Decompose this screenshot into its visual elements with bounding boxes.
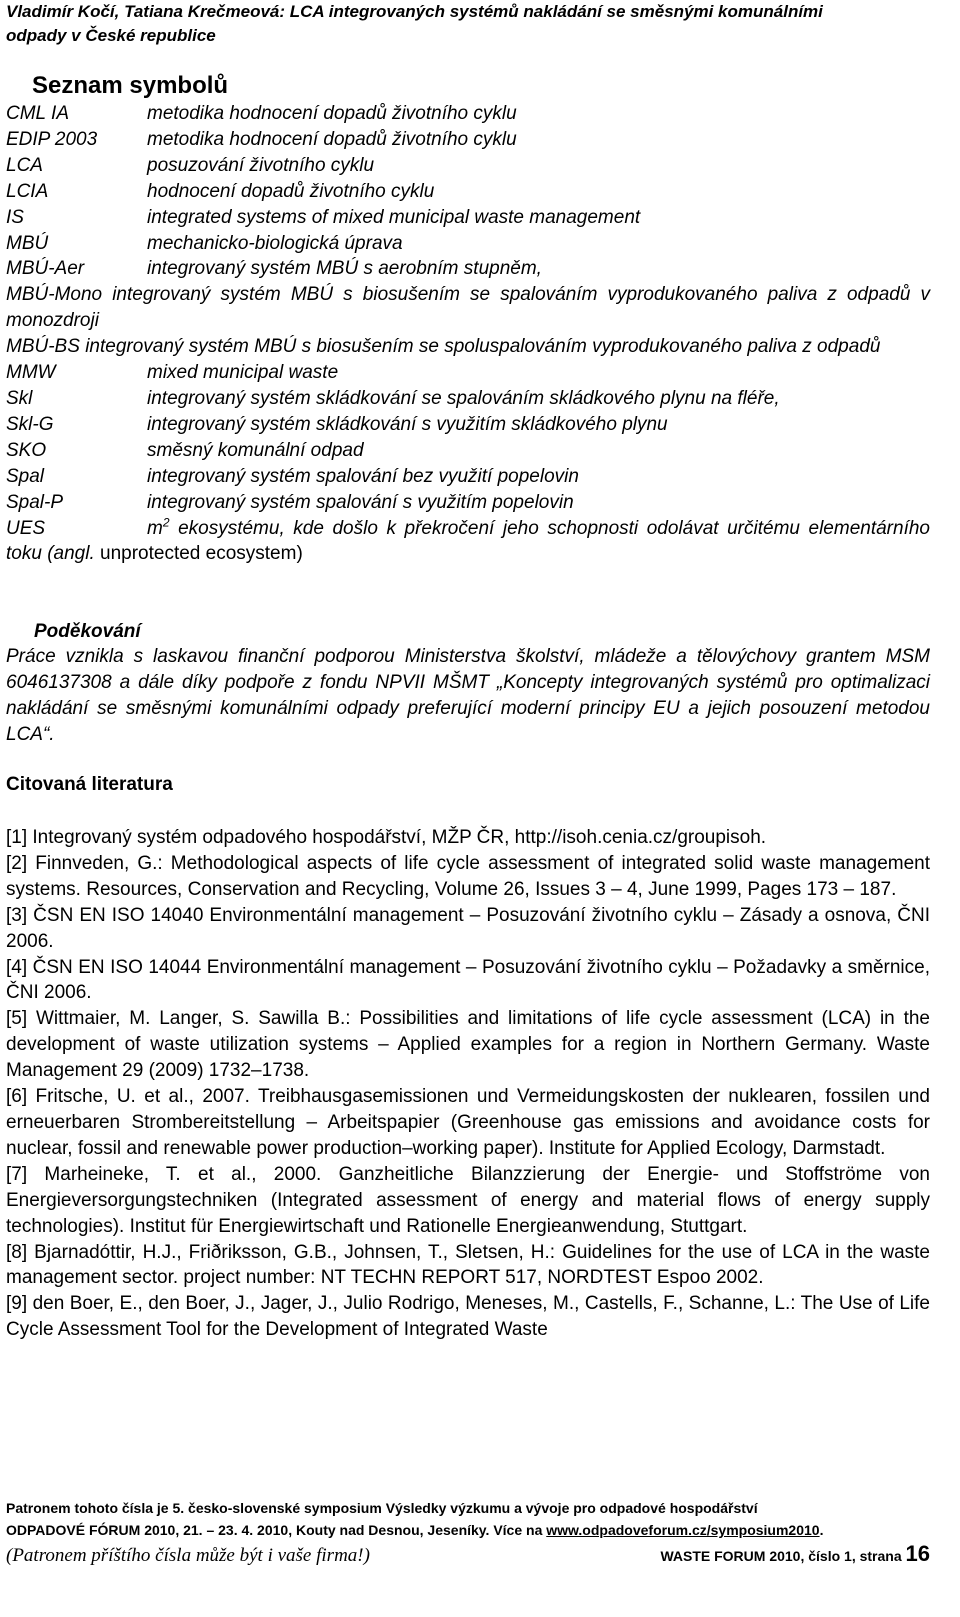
symbol-def: metodika hodnocení dopadů životního cyklu	[147, 103, 517, 124]
symbol-def: směsný komunální odpad	[147, 439, 364, 461]
symbol-abbr: Spal-P	[6, 491, 64, 513]
symbol-def: integrovaný systém spalování bez využití popelovin	[147, 465, 579, 487]
literature-heading: Citovaná literatura	[6, 774, 173, 795]
symbol-row	[6, 464, 930, 490]
symbols-heading: Seznam symbolů	[32, 72, 229, 99]
ues-unit-exponent: 2	[162, 515, 170, 530]
symbol-row	[6, 386, 930, 412]
header-line-1: Vladimír Kočí, Tatiana Krečmeová: LCA integrovaných systémů nakládání se směsnými komunálními	[6, 2, 823, 21]
symbol-abbr: SKO	[6, 439, 47, 461]
symbol-def: integrovaný systém MBÚ s aerobním stupněm,	[147, 258, 542, 280]
symposium-link[interactable]: www.odpadoveforum.cz/symposium2010	[546, 1522, 820, 1538]
reference-item: [7] Marheineke, T. et al., 2000. Ganzheitliche Bilanzzierung der Energie- und Stoffströme von Energieversorgungstechniken (Integrated assessment of energy and material flows of energy supply technologies). Institut für Energiewirtschaft und Rationelle Energieanwendung, Stuttgart.	[6, 1163, 930, 1237]
symbol-def: metodika hodnocení dopadů životního cyklu	[147, 128, 517, 150]
symbol-abbr: UES	[6, 517, 46, 539]
symbol-def: integrovaný systém skládkování se spalováním skládkového plynu na fléře,	[147, 387, 780, 409]
symbol-row	[6, 490, 930, 516]
acknowledgement-heading: Poděkování	[34, 621, 141, 642]
symbol-def: hodnocení dopadů životního cyklu	[147, 180, 435, 202]
symbol-def: integrovaný systém skládkování s využitím skládkového plynu	[147, 413, 668, 435]
symbol-row	[6, 360, 930, 386]
symbols-list	[6, 101, 930, 567]
symbol-def: integrated systems of mixed municipal waste management	[147, 206, 641, 228]
symbol-def: integrovaný systém MBÚ s biosušením se spoluspalováním vyprodukovaného paliva z odpadů	[85, 336, 881, 358]
symbol-abbr: EDIP 2003	[6, 128, 98, 150]
symbol-row	[6, 438, 930, 464]
symbol-abbr: Spal	[6, 465, 45, 487]
page-footer	[6, 1497, 930, 1541]
reference-item: [2] Finnveden, G.: Methodological aspects of life cycle assessment of integrated solid waste management systems. Resources, Conservation and Recycling, Volume 26, Issues 3 – 4, June 1999, Pages 173 – 187.	[6, 852, 930, 900]
reference-item: [6] Fritsche, U. et al., 2007. Treibhausgasemissionen und Vermeidungskosten der nuklearen, fossilen und erneuerbaren Strombereitstellung – Arbeitspapier (Greenhouse gas emissions and avoidance costs for nuclear, fossil and renewable power production–working paper). Institute for Applied Ecology, Darmstadt.	[6, 1086, 930, 1159]
symbol-def: posuzování životního cyklu	[147, 154, 375, 176]
running-header	[6, 0, 956, 48]
acknowledgement-text: Práce vznikla s laskavou finanční podporou Ministerstva školství, mládeže a tělovýchovy grantem MSM 6046137308 a dále díky podpoře z fondu NPVII MŠMT „Koncepty integrovaných systémů pro optimalizaci nakládání se směsnými komunálními odpady preferující moderní principy EU a jejich posouzení metodou LCA“.	[6, 646, 930, 745]
header-line-2: odpady v České republice	[6, 26, 216, 45]
footer-symposium-end: .	[819, 1522, 824, 1538]
footer-symposium-line	[6, 1519, 930, 1541]
reference-item: [9] den Boer, E., den Boer, J., Jager, J., Julio Rodrigo, Meneses, M., Castells, F., Schanne, L.: The Use of Life Cycle Assessment Tool for the Development of Integrated Waste	[6, 1293, 930, 1341]
journal-info	[660, 1541, 930, 1567]
symbol-row	[6, 282, 930, 334]
symbol-row	[6, 412, 930, 438]
symbol-abbr: IS	[6, 206, 24, 228]
symbol-abbr: LCA	[6, 154, 43, 176]
symbol-row	[6, 205, 930, 231]
footer-bottom-line	[6, 1541, 930, 1567]
symbol-def: integrovaný systém spalování s využitím popelovin	[147, 491, 574, 513]
footer-patron-line: Patronem tohoto čísla je 5. česko-slovenské symposium Výsledky výzkumu a vývoje pro odpadové hospodářství	[6, 1500, 758, 1516]
symbol-def: mixed municipal waste	[147, 362, 339, 384]
symbol-abbr: MBÚ-Aer	[6, 258, 85, 280]
reference-item: [8] Bjarnadóttir, H.J., Friðriksson, G.B., Johnsen, T., Sletsen, H.: Guidelines for the use of LCA in the waste management sector. project number: NT TECHN REPORT 517, NORDTEST Espoo 2002.	[6, 1241, 930, 1289]
journal-issue: WASTE FORUM 2010, číslo 1, strana	[660, 1548, 906, 1564]
symbol-row	[6, 127, 930, 153]
symbol-abbr: MBÚ-BS	[6, 336, 80, 358]
reference-item: [5] Wittmaier, M. Langer, S. Sawilla B.: Possibilities and limitations of life cycle assessment (LCA) in the development of waste utilization systems – Applied examples for a region in Northern Germany. Waste Management 29 (2009) 1732–1738.	[6, 1008, 930, 1082]
page-number: 16	[905, 1541, 930, 1566]
symbol-abbr: Skl	[6, 387, 33, 409]
symbol-abbr: LCIA	[6, 180, 49, 202]
reference-item: [4] ČSN EN ISO 14044 Environmentální management – Posuzování životního cyklu – Požadavky a směrnice, ČNI 2006.	[6, 956, 930, 1004]
symbol-abbr: MBÚ	[6, 232, 49, 254]
symbol-row	[6, 334, 930, 360]
symbol-def-english: unprotected ecosystem)	[94, 543, 303, 565]
symbol-def: ekosystému, kde došlo k překročení jeho schopnosti odolávat určitému elementárního toku (angl.	[6, 517, 930, 565]
patron-note: (Patronem příštího čísla může být i vaše firma!)	[6, 1545, 370, 1566]
symbol-row	[6, 153, 930, 179]
symbol-row	[6, 179, 930, 205]
symbol-row	[6, 231, 930, 257]
reference-list	[6, 825, 930, 1343]
symbol-abbr: Skl-G	[6, 413, 54, 435]
symbol-def: mechanicko-biologická úprava	[147, 232, 403, 254]
symbol-abbr: CML IA	[6, 103, 70, 124]
reference-item: [3] ČSN EN ISO 14040 Environmentální management – Posuzování životního cyklu – Zásady a osnova, ČNI 2006.	[6, 904, 930, 952]
symbol-row	[6, 256, 930, 282]
symbol-def: integrovaný systém MBÚ s biosušením se spalováním vyprodukovaného paliva z odpadů v monozdroji	[6, 284, 931, 332]
ues-unit: m	[147, 517, 163, 539]
footer-symposium-text: ODPADOVÉ FÓRUM 2010, 21. – 23. 4. 2010, Kouty nad Desnou, Jeseníky. Více na	[6, 1522, 547, 1538]
reference-item: [1] Integrovaný systém odpadového hospodářství, MŽP ČR, http://isoh.cenia.cz/groupisoh.	[6, 827, 767, 848]
symbol-row-ues	[6, 516, 930, 568]
symbol-row	[6, 101, 930, 127]
symbol-abbr: MMW	[6, 362, 56, 384]
symbol-abbr: MBÚ-Mono	[6, 284, 103, 306]
